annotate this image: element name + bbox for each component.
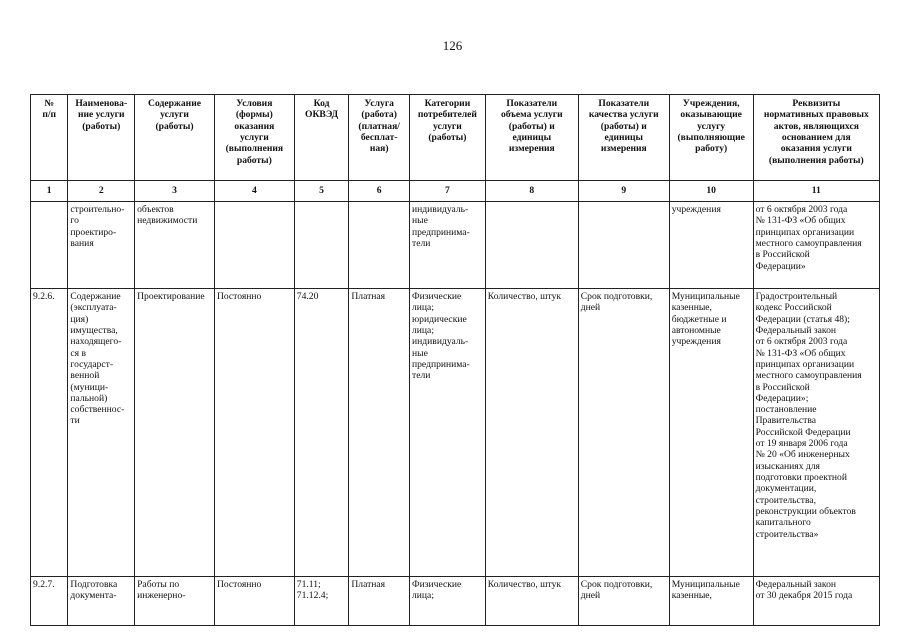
column-number: 6 bbox=[349, 181, 410, 202]
consumers-cell: индивидуаль- ные предпринима- тели bbox=[410, 202, 486, 289]
quality-cell bbox=[578, 202, 669, 289]
column-number: 2 bbox=[68, 181, 135, 202]
row-number-cell: 9.2.6. bbox=[31, 289, 68, 577]
conditions-cell: Постоянно bbox=[214, 577, 294, 626]
service-name-cell: Содержание (эксплуата- ция) имущества, находящего- ся в государст- венной (муници- пальной) собственнос- ти bbox=[68, 289, 135, 577]
column-number: 9 bbox=[578, 181, 669, 202]
column-number: 11 bbox=[753, 181, 879, 202]
column-number: 8 bbox=[485, 181, 578, 202]
okved-cell bbox=[294, 202, 349, 289]
content-cell: Проектирование bbox=[135, 289, 215, 577]
okved-cell: 71.11; 71.12.4; bbox=[294, 577, 349, 626]
page-number: 126 bbox=[442, 38, 463, 53]
col-header-legal-acts: Реквизиты нормативных правовых актов, являющихся основанием для оказания услуги (выполнения работы) bbox=[753, 95, 879, 181]
volume-cell: Количество, штук bbox=[485, 289, 578, 577]
row-number-cell bbox=[31, 202, 68, 289]
conditions-cell bbox=[214, 202, 294, 289]
content-cell: Работы по инженерно- bbox=[135, 577, 215, 626]
institutions-cell: Муниципальные казенные, bbox=[669, 577, 753, 626]
col-header-volume: Показатели объема услуги (работы) и единицы измерения bbox=[485, 95, 578, 181]
col-header-institutions: Учреждения, оказывающие услугу (выполняющие работу) bbox=[669, 95, 753, 181]
volume-cell bbox=[485, 202, 578, 289]
col-header-conditions: Условия (формы) оказания услуги (выполнения работы) bbox=[214, 95, 294, 181]
paid-free-cell bbox=[349, 202, 410, 289]
institutions-cell: Муниципальные казенные, бюджетные и автономные учреждения bbox=[669, 289, 753, 577]
column-number: 1 bbox=[31, 181, 68, 202]
legal-acts-cell: Градостроительный кодекс Российской Федерации (статья 48); Федеральный закон от 6 октября 2003 года № 131-ФЗ «Об общих принципах организации местного самоуправления в Российской Федерации»; постановление Правительства Российской Федерации от 19 января 2006 года № 20 «Об инженерных изысканиях для подготовки проектной документации, строительства, реконструкции объектов капитального строительства» bbox=[753, 289, 879, 577]
column-number: 4 bbox=[214, 181, 294, 202]
institutions-cell: учреждения bbox=[669, 202, 753, 289]
service-name-cell: Подготовка документа- bbox=[68, 577, 135, 626]
service-name-cell: строительно- го проектиро- вания bbox=[68, 202, 135, 289]
column-number-row bbox=[31, 181, 880, 202]
consumers-cell: Физические лица; bbox=[410, 577, 486, 626]
col-header-paid-free: Услуга (работа) (платная/ бесплат- ная) bbox=[349, 95, 410, 181]
column-number: 3 bbox=[135, 181, 215, 202]
volume-cell: Количество, штук bbox=[485, 577, 578, 626]
col-header-quality: Показатели качества услуги (работы) и единицы измерения bbox=[578, 95, 669, 181]
table-row bbox=[31, 289, 880, 577]
column-number: 7 bbox=[410, 181, 486, 202]
quality-cell: Срок подготовки, дней bbox=[578, 289, 669, 577]
consumers-cell: Физические лица; юридические лица; индивидуаль- ные предпринима- тели bbox=[410, 289, 486, 577]
col-header-number: № п/п bbox=[31, 95, 68, 181]
legal-acts-cell: от 6 октября 2003 года № 131-ФЗ «Об общих принципах организации местного самоуправления в Российской Федерации» bbox=[753, 202, 879, 289]
col-header-consumers: Категории потребителей услуги (работы) bbox=[410, 95, 486, 181]
col-header-service-name: Наименова- ние услуги (работы) bbox=[68, 95, 135, 181]
col-header-content: Содержание услуги (работы) bbox=[135, 95, 215, 181]
quality-cell: Срок подготовки, дней bbox=[578, 577, 669, 626]
legal-acts-cell: Федеральный закон от 30 декабря 2015 года bbox=[753, 577, 879, 626]
table-row bbox=[31, 202, 880, 289]
paid-free-cell: Платная bbox=[349, 289, 410, 577]
column-number: 10 bbox=[669, 181, 753, 202]
table-row bbox=[31, 577, 880, 626]
content-cell: объектов недвижимости bbox=[135, 202, 215, 289]
header-row bbox=[31, 95, 880, 181]
row-number-cell: 9.2.7. bbox=[31, 577, 68, 626]
services-registry-table bbox=[30, 94, 880, 626]
paid-free-cell: Платная bbox=[349, 577, 410, 626]
okved-cell: 74.20 bbox=[294, 289, 349, 577]
column-number: 5 bbox=[294, 181, 349, 202]
col-header-okved: Код ОКВЭД bbox=[294, 95, 349, 181]
conditions-cell: Постоянно bbox=[214, 289, 294, 577]
